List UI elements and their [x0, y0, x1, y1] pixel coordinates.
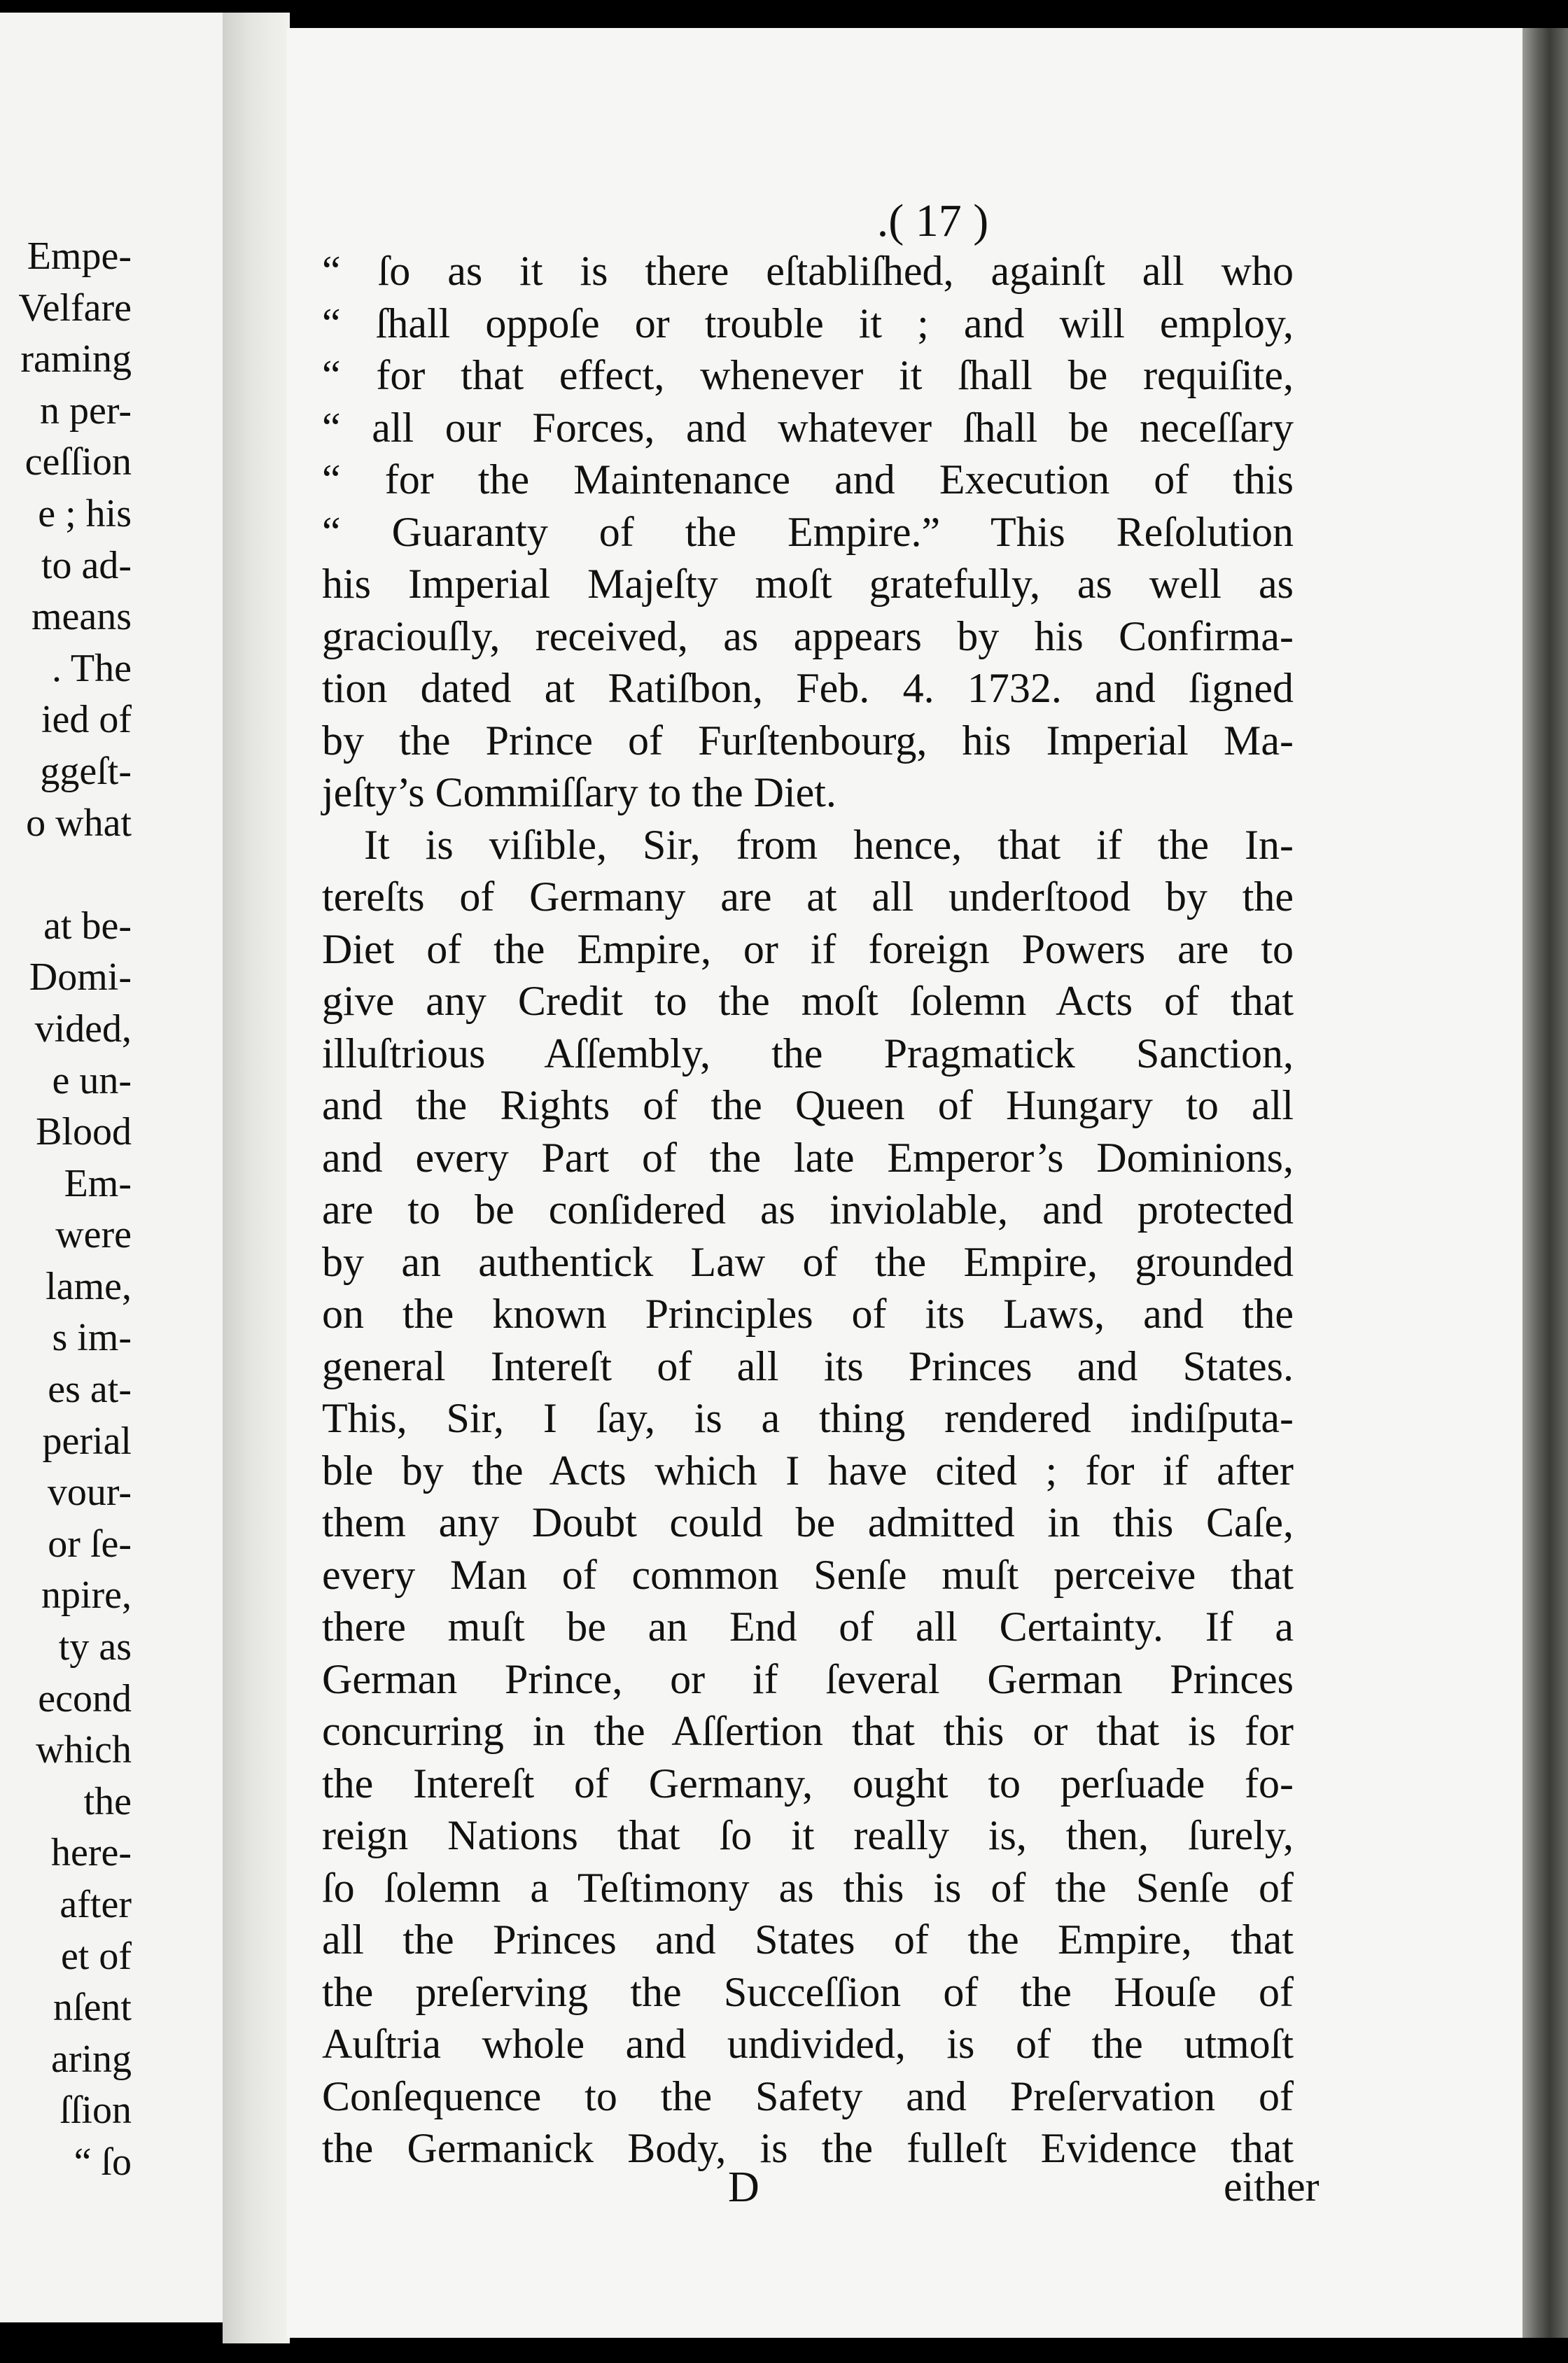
text-line: the Intereſt of Germany, ought to perſuade fo-: [322, 1760, 1294, 1807]
previous-page-line: ggeſt-: [40, 749, 132, 793]
previous-page-line: were: [55, 1213, 132, 1257]
previous-page-line: e un-: [52, 1058, 132, 1102]
text-line: his Imperial Majeſty moſt gratefully, as well as: [322, 561, 1294, 607]
text-line: This, Sir, I ſay, is a thing rendered indiſputa-: [322, 1395, 1294, 1441]
text-line: reign Nations that ſo it really is, then, ſurely,: [322, 1812, 1294, 1858]
previous-page-line: n per-: [39, 388, 132, 433]
text-line: “ ſo as it is there eſtabliſhed, againſt all who: [322, 248, 1294, 294]
previous-page-line: raming: [20, 337, 132, 381]
previous-page-line: Velfare: [18, 286, 132, 330]
previous-page-line: . The: [51, 646, 132, 690]
text-line: concurring in the Aſſertion that this or that is for: [322, 1708, 1294, 1754]
text-line: ſo ſolemn a Teſtimony as this is of the Senſe of: [322, 1864, 1294, 1911]
body-text: [322, 245, 1294, 2175]
previous-page-line: or ſe-: [48, 1522, 132, 1566]
previous-page-line: here-: [50, 1831, 132, 1875]
previous-page-line: lame,: [46, 1264, 132, 1308]
text-line: German Prince, or if ſeveral German Princes: [322, 1655, 1294, 1702]
previous-page-line: perial: [42, 1419, 132, 1463]
text-line: tereſts of Germany are at all underſtood by the: [322, 874, 1294, 920]
previous-page-line: which: [36, 1728, 132, 1772]
text-line: general Intereſt of all its Princes and States.: [322, 1342, 1294, 1389]
previous-page-line: Domi-: [29, 955, 132, 1000]
text-line: “ all our Forces, and whatever ſhall be neceſſary: [322, 404, 1294, 451]
text-line: “ Guaranty of the Empire.” This Reſolution: [322, 508, 1294, 555]
signature-mark: D: [728, 2164, 760, 2211]
previous-page-line: ceſſion: [24, 440, 132, 484]
text-line: tion dated at Ratiſbon, Feb. 4. 1732. and ſigned: [322, 665, 1294, 711]
text-line: It is viſible, Sir, from hence, that if the In-: [364, 821, 1294, 868]
previous-page-fragment: [0, 13, 223, 2322]
previous-page-line: [0, 849, 132, 901]
catchword: either: [1224, 2164, 1320, 2210]
text-line: graciouſly, received, as appears by his Confirma-: [322, 612, 1294, 659]
previous-page-line: aring: [50, 2037, 132, 2081]
previous-page-line: Empe-: [27, 234, 132, 278]
text-line: and the Rights of the Queen of Hungary to all: [322, 1082, 1294, 1128]
text-line: on the known Principles of its Laws, and the: [322, 1291, 1294, 1337]
previous-page-line: npire,: [41, 1573, 132, 1618]
previous-page-line: ied of: [41, 698, 132, 742]
text-line: the preſerving the Succeſſion of the Houſe of: [322, 1968, 1294, 2015]
text-line: “ ſhall oppoſe or trouble it ; and will employ,: [322, 300, 1294, 346]
previous-page-line: Em-: [64, 1161, 132, 1205]
text-line: illuſtrious Aſſembly, the Pragmatick Sanction,: [322, 1030, 1294, 1077]
text-line: ble by the Acts which I have cited ; for if after: [322, 1447, 1294, 1494]
page-number: .( 17 ): [876, 195, 989, 246]
text-line: jeſty’s Commiſſary to the Diet.: [322, 769, 836, 815]
text-line: the Germanick Body, is the fulleſt Evidence that: [322, 2125, 1294, 2171]
text-line: Auſtria whole and undivided, is of the utmoſt: [322, 2021, 1294, 2067]
text-line: all the Princes and States of the Empire, that: [322, 1916, 1294, 1963]
text-line: and every Part of the late Emperor’s Dominions,: [322, 1134, 1294, 1181]
previous-page-line: after: [59, 1883, 132, 1926]
book-gutter: [223, 13, 290, 2343]
previous-page-line: the: [83, 1779, 132, 1823]
previous-page-line: e ; his: [38, 491, 132, 535]
text-line: give any Credit to the moſt ſolemn Acts of that: [322, 978, 1294, 1024]
previous-page-line: vided,: [34, 1007, 132, 1051]
previous-page-line: means: [31, 595, 132, 639]
text-line: by the Prince of Furſtenbourg, his Imperial Ma-: [322, 717, 1294, 764]
previous-page-line: “ ſo: [74, 2140, 132, 2184]
previous-page-line: ſſion: [59, 2089, 132, 2133]
previous-page-line: at be-: [43, 904, 132, 948]
previous-page-line: vour-: [47, 1471, 132, 1515]
text-line: “ for the Maintenance and Execution of this: [322, 456, 1294, 503]
text-line: by an authentick Law of the Empire, grounded: [322, 1238, 1294, 1285]
text-line: are to be conſidered as inviolable, and protected: [322, 1186, 1294, 1233]
previous-page-line: o what: [26, 801, 132, 845]
previous-page-line: s im-: [52, 1316, 132, 1360]
previous-page-line: to ad-: [41, 543, 132, 587]
previous-page-line: ty as: [58, 1625, 132, 1669]
text-line: there muſt be an End of all Certainty. If a: [322, 1604, 1294, 1650]
previous-page-line: econd: [38, 1676, 132, 1720]
previous-page-line: et of: [60, 1934, 132, 1978]
text-line: them any Doubt could be admitted in this Caſe,: [322, 1499, 1294, 1545]
previous-page-line: nſent: [53, 1986, 132, 2030]
book-page-edge: [1522, 28, 1568, 2338]
text-line: Diet of the Empire, or if foreign Powers are to: [322, 925, 1294, 972]
text-line: every Man of common Senſe muſt perceive that: [322, 1551, 1294, 1598]
previous-page-line: Blood: [36, 1110, 132, 1154]
previous-page-line: es at-: [48, 1368, 132, 1412]
previous-page-text: [0, 231, 132, 2189]
text-line: “ for that effect, whenever it ſhall be requiſite,: [322, 352, 1294, 398]
text-line: Conſequence to the Safety and Preſervation of: [322, 2073, 1294, 2119]
